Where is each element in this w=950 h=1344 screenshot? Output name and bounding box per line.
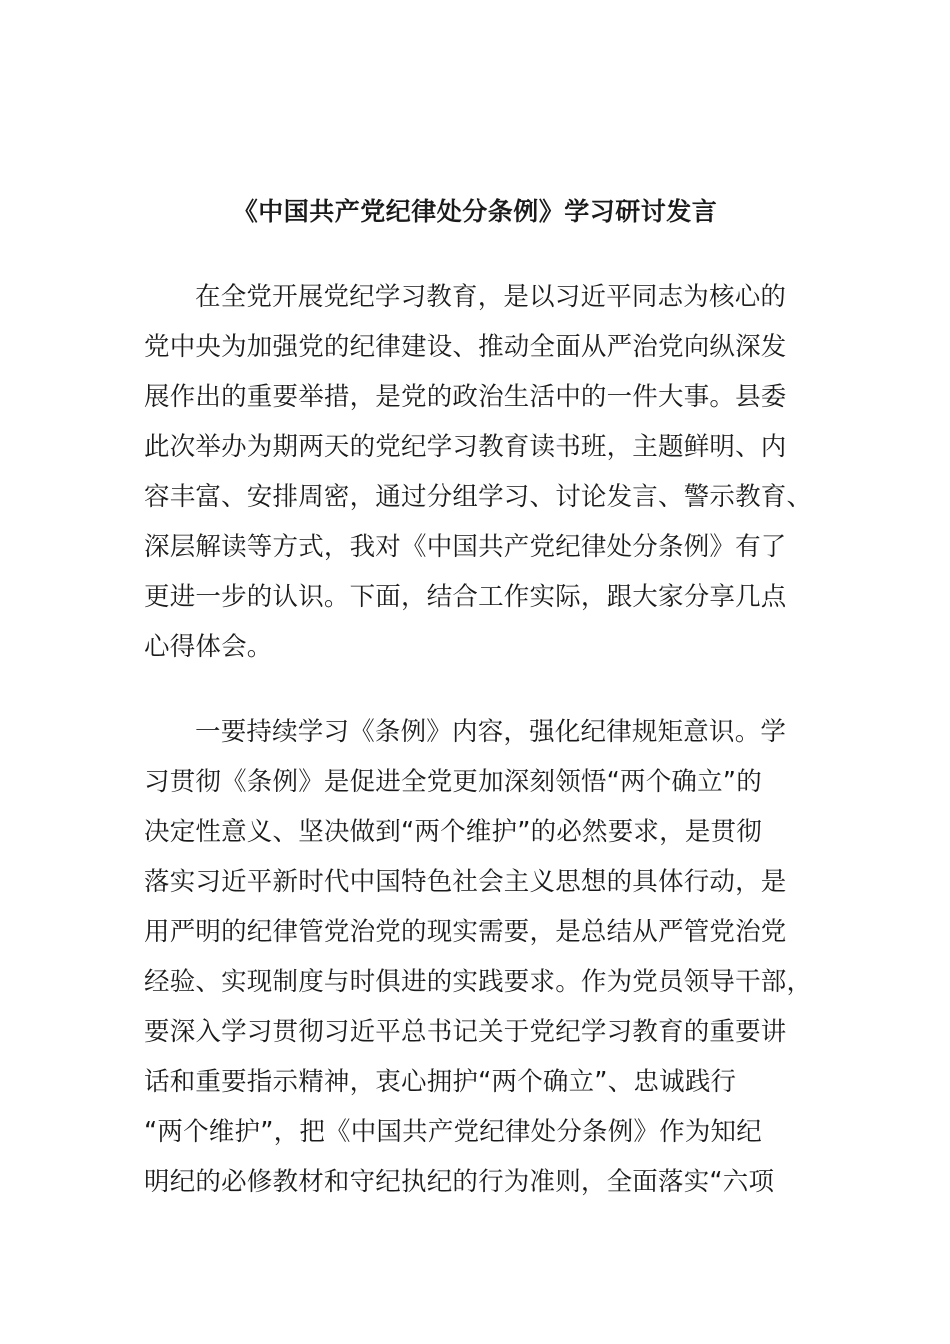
paragraph-line: 用严明的纪律管党治党的现实需要，是总结从严管党治党 xyxy=(144,917,787,947)
document-title: 《中国共产党纪律处分条例》学习研讨发言 xyxy=(232,197,718,226)
paragraph-line: 党中央为加强党的纪律建设、推动全面从严治党向纵深发 xyxy=(144,332,787,362)
paragraph-line: 落实习近平新时代中国特色社会主义思想的具体行动，是 xyxy=(144,867,787,897)
paragraph-line: 深层解读等方式，我对《中国共产党纪律处分条例》有了 xyxy=(144,532,787,562)
paragraph-point-one xyxy=(144,707,813,1207)
paragraph-line: 容丰富、安排周密，通过分组学习、讨论发言、警示教育、 xyxy=(144,482,813,512)
paragraph-line: 展作出的重要举措，是党的政治生活中的一件大事。县委 xyxy=(144,382,787,412)
paragraph-line: 要深入学习贯彻习近平总书记关于党纪学习教育的重要讲 xyxy=(144,1017,787,1047)
paragraph-line: 习贯彻《条例》是促进全党更加深刻领悟“两个确立”的 xyxy=(144,767,762,797)
paragraph-line: 话和重要指示精神，衷心拥护“两个确立”、忠诚践行 xyxy=(144,1067,737,1097)
paragraph-line: 一要持续学习《条例》内容，强化纪律规矩意识。学 xyxy=(195,717,787,747)
paragraph-line: 明纪的必修教材和守纪执纪的行为准则，全面落实“六项 xyxy=(144,1167,775,1197)
paragraph-line: “两个维护”，把《中国共产党纪律处分条例》作为知纪 xyxy=(144,1117,762,1147)
paragraph-line: 经验、实现制度与时俱进的实践要求。作为党员领导干部， xyxy=(144,967,813,997)
paragraph-line: 此次举办为期两天的党纪学习教育读书班，主题鲜明、内 xyxy=(144,432,787,462)
paragraph-line: 心得体会。 xyxy=(144,632,273,662)
paragraph-line: 决定性意义、坚决做到“两个维护”的必然要求，是贯彻 xyxy=(144,817,762,847)
paragraph-line: 更进一步的认识。下面，结合工作实际，跟大家分享几点 xyxy=(144,582,787,612)
paragraph-line: 在全党开展党纪学习教育，是以习近平同志为核心的 xyxy=(195,282,787,312)
paragraph-intro xyxy=(144,272,813,672)
